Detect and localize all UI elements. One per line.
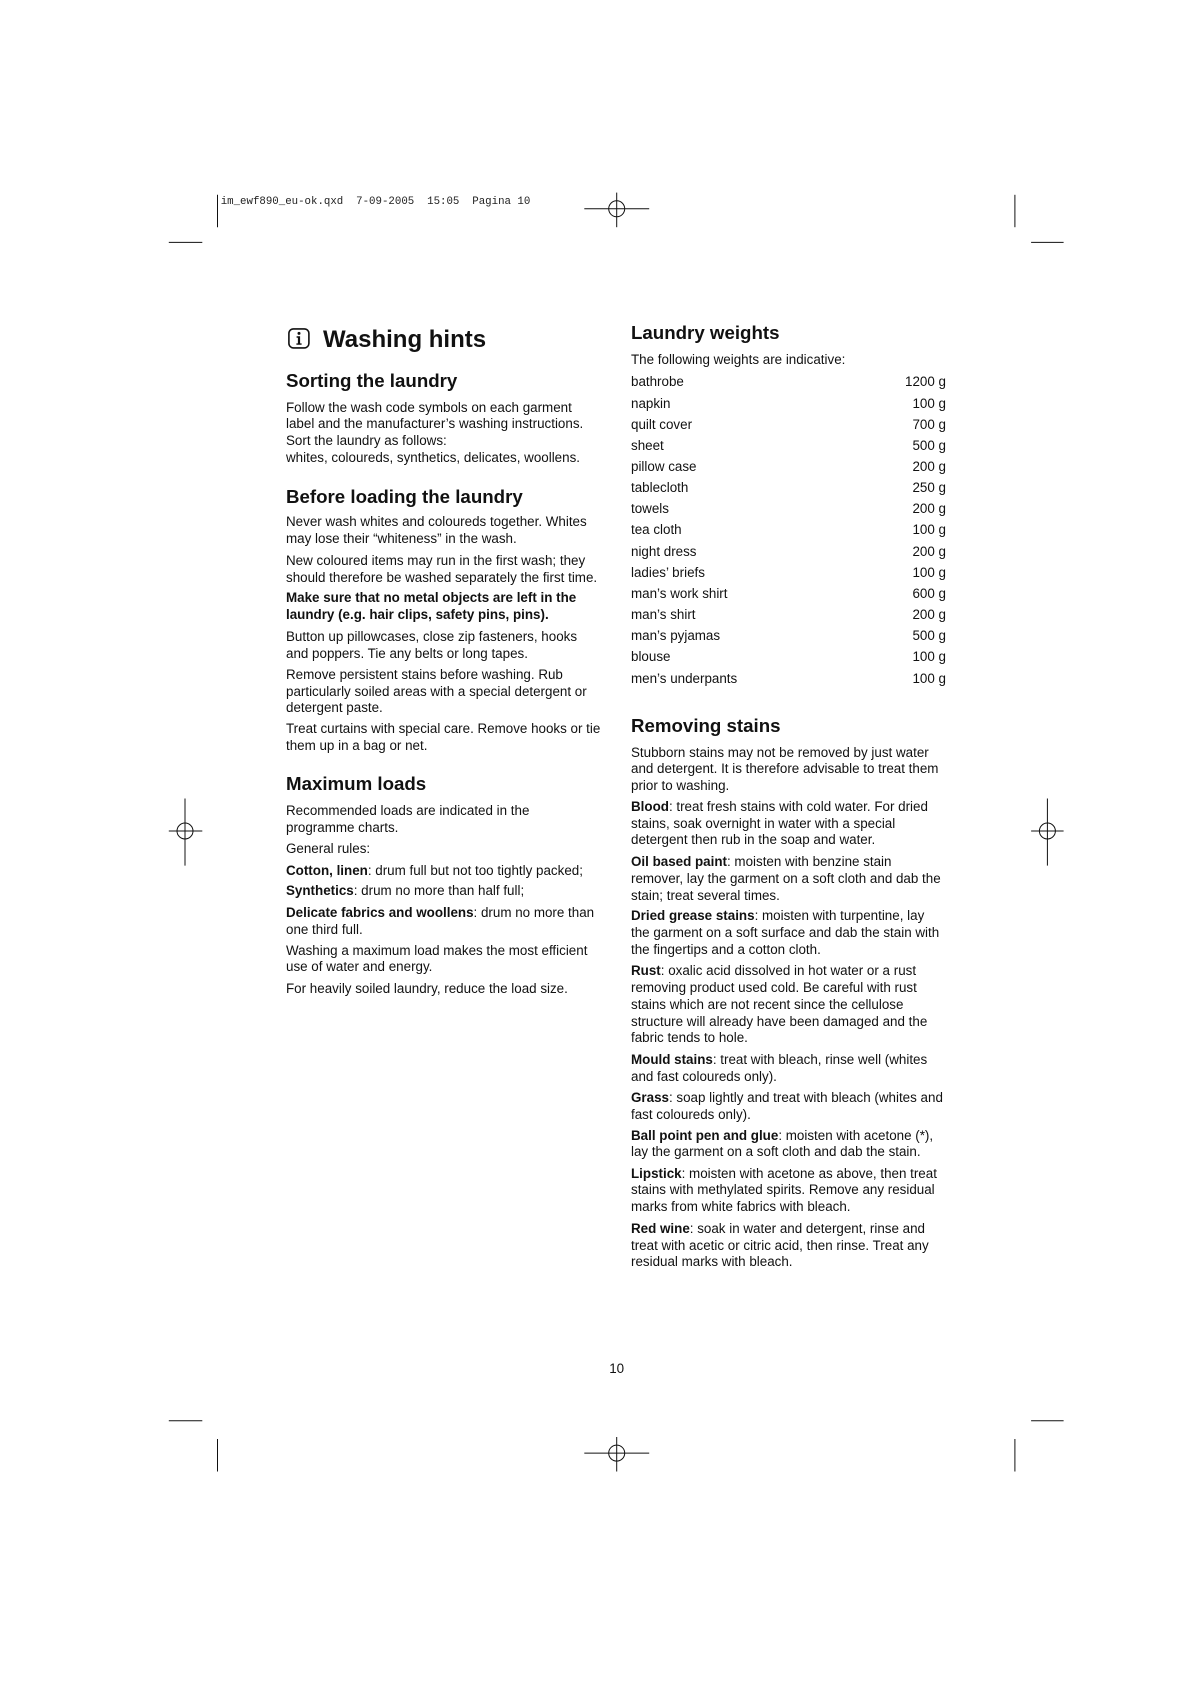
weight-item: quilt cover [631,416,693,432]
weight-item: night dress [631,543,697,559]
weight-value: 100 g [912,564,946,580]
registration-mark-bottom [584,1437,649,1472]
stain-text: : treat with bleach, rinse well (whites and fast coloureds only). [631,1052,928,1084]
rule-synthetics [286,883,524,900]
weight-item: towels [631,501,669,517]
rule-text: : drum no more than one third full. [286,904,595,937]
heavily-soiled-note: For heavily soiled laundry, reduce the load size. [286,980,568,996]
table-row [631,562,946,583]
heading-before-loading: Before loading the laundry [286,485,523,507]
weight-item: tablecloth [631,480,689,496]
table-row [631,393,946,414]
before-loading-paragraph-buttons: Button up pillowcases, close zip fasteners, hooks and poppers. Tie any belts or long tapes. [286,628,578,661]
table-row [631,477,946,498]
heading-laundry-weights: Laundry weights [631,322,780,344]
table-row [631,604,946,625]
weight-item: men’s underpants [631,670,738,686]
stain-term: Blood [631,798,669,814]
stain-text: : soap lightly and treat with bleach (whites and fast coloureds only). [631,1089,943,1122]
stain-rust [631,963,927,1047]
table-row [631,371,946,392]
table-row [631,498,946,519]
registration-mark-right [1031,799,1064,866]
weight-item: bathrobe [631,374,684,390]
stain-ball-point-pen-glue [631,1128,933,1162]
weight-value: 100 g [912,670,946,686]
stain-dried-grease [631,908,939,958]
stain-text: : moisten with acetone as above, then treat stains with methylated spirits. Remove any residual marks from white fabrics with bleach. [631,1165,937,1215]
weight-value: 200 g [912,607,946,623]
table-row [631,541,946,562]
laundry-weights-intro: The following weights are indicative: [631,351,846,367]
rule-term: Delicate fabrics and woollens [286,904,474,920]
weight-item: man’s pyjamas [631,628,721,644]
rule-text: : drum no more than half full; [353,883,525,899]
stain-term: Lipstick [631,1165,682,1181]
heading-removing-stains: Removing stains [631,715,781,736]
stain-red-wine [631,1221,929,1271]
stain-text: : soak in water and detergent, rinse and treat with acetic or citric acid, then rinse. Treat any residual marks with bleach. [631,1220,929,1270]
stain-lipstick [631,1166,937,1216]
sorting-paragraph: Follow the wash code symbols on each garment label and the manufacturer’s washing instructions. Sort the laundry as follows: whites, coloureds, synthetics, delicates, woollens. [286,399,584,465]
stain-term: Grass [631,1089,669,1105]
weight-value: 200 g [912,501,946,517]
general-rules-label: General rules: [286,841,371,856]
page-number: 10 [609,1361,625,1377]
weight-item: man’s work shirt [631,585,728,601]
print-slug: im_ewf890_eu-ok.qxd 7-09-2005 15:05 Pagina 10 [220,195,531,208]
weight-item: pillow case [631,459,697,475]
heading-sorting-the-laundry: Sorting the laundry [286,369,458,391]
table-row [631,435,946,456]
registration-mark-top [584,193,649,228]
table-row [631,625,946,646]
table-row [631,414,946,435]
table-row [631,668,946,689]
stain-text: : moisten with benzine stain remover, lay the garment on a soft cloth and dab the stain; treat several times. [631,854,941,903]
rule-text: : drum full but not too tightly packed; [367,862,583,878]
before-loading-paragraph-whites: Never wash whites and coloureds together. Whites may lose their “whiteness” in the wash. [286,514,587,546]
stain-term: Oil based paint [631,854,727,869]
stain-mould [631,1052,927,1086]
registration-mark-left [169,799,203,866]
heading-maximum-loads: Maximum loads [286,773,427,795]
weight-item: man’s shirt [631,607,696,623]
maximum-load-efficiency-note: Washing a maximum load makes the most efficient use of water and energy. [286,942,588,975]
weight-value: 200 g [912,543,946,559]
stain-oil-based-paint [631,854,941,904]
stain-text: : oxalic acid dissolved in hot water or a rust removing product used cold. Be careful with rust stains which are not recent since the cellulose structure will already have been damaged and the fabric tends to hole. [631,963,928,1046]
before-loading-paragraph-new-coloured: New coloured items may run in the first wash; they should therefore be washed separately the first time. [286,553,598,585]
stain-term: Mould stains [631,1052,713,1067]
info-icon [288,328,310,349]
stain-text: : moisten with acetone (*), lay the garment on a soft cloth and dab the stain. [631,1127,934,1160]
table-row [631,519,946,540]
removing-stains-intro: Stubborn stains may not be removed by just water and detergent. It is therefore advisable to treat them prior to washing. [631,744,939,794]
stain-text: : treat fresh stains with cold water. For dried stains, soak overnight in water with a special detergent then rub in the soap and water. [631,798,928,848]
table-row [631,583,946,604]
weight-value: 100 g [912,522,946,538]
weight-value: 500 g [912,628,946,644]
table-row [631,456,946,477]
weight-value: 700 g [912,416,946,432]
stain-blood [631,799,928,849]
rule-cotton-linen [286,863,583,880]
weight-item: napkin [631,395,671,411]
metal-objects-warning: Make sure that no metal objects are left in the laundry (e.g. hair clips, safety pins, pins). [286,589,577,622]
weight-item: blouse [631,649,671,665]
maximum-loads-intro: Recommended loads are indicated in the programme charts. [286,803,530,835]
before-loading-paragraph-stains: Remove persistent stains before washing. Rub particularly soiled areas with a special detergent or detergent paste. [286,666,587,716]
rule-delicates-woollens [286,905,594,939]
stain-term: Red wine [631,1220,690,1236]
weight-value: 600 g [912,585,946,601]
weight-item: tea cloth [631,522,682,538]
weight-value: 1200 g [905,374,946,390]
rule-term: Cotton, linen [286,862,368,878]
stain-term: Rust [631,963,661,979]
before-loading-paragraph-curtains: Treat curtains with special care. Remove hooks or tie them up in a bag or net. [286,720,601,753]
stain-term: Dried grease stains [631,908,755,924]
rule-term: Synthetics [286,883,354,899]
stain-text: : moisten with turpentine, lay the garment on a soft surface and dab the stain with the fingertips and a cotton cloth. [631,908,940,957]
page-title: Washing hints [323,325,487,353]
weight-value: 200 g [912,459,946,475]
weight-item: ladies’ briefs [631,564,705,580]
table-row [631,646,946,667]
weight-value: 250 g [912,480,946,496]
weight-value: 100 g [912,395,946,411]
weight-item: sheet [631,437,664,453]
stain-term: Ball point pen and glue [631,1127,779,1143]
laundry-weights-table [631,371,946,688]
weight-value: 500 g [912,437,946,453]
stain-grass [631,1090,943,1124]
weight-value: 100 g [912,649,946,665]
